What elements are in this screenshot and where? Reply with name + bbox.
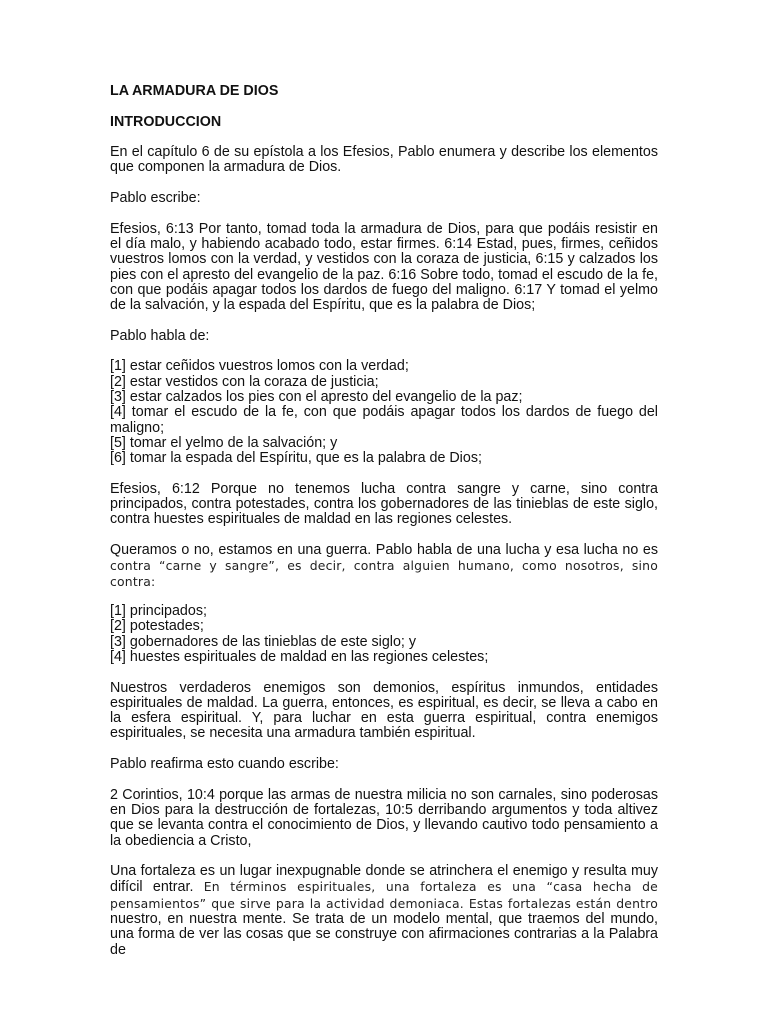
paragraph-enemigos: Nuestros verdaderos enemigos son demonios, espíritus inmundos, entidades espirituales de maldad. La guerra, entonces, es espiritual, es decir, se lleva a cabo en la esfera espiritual. Y, para luchar en esta guerra espiritual, contra enemigos espirituales, se necesita una armadura también espiritual.	[110, 679, 658, 742]
paragraph-reafirma: Pablo reafirma esto cuando escribe:	[110, 756, 339, 773]
enemies-list	[110, 604, 658, 665]
list-item: [4] huestes espirituales de maldad en las regiones celestes;	[110, 648, 489, 665]
ephesians-6-12-quote: Efesios, 6:12 Porque no tenemos lucha contra sangre y carne, sino contra principados, contra potestades, contra los gobernadores de las tinieblas de este siglo, contra huestes espirituales de maldad en las regiones celestes.	[110, 480, 658, 528]
paragraph-fortaleza-part3: nuestro, en nuestra mente. Se trata de un modelo mental, que traemos del mundo, una forma de ver las cosas que se construye con afirmaciones contrarias a la Palabra de	[110, 911, 658, 958]
paragraph-guerra	[110, 543, 658, 589]
list-item: [3] gobernadores de las tinieblas de este siglo; y	[110, 633, 416, 650]
paragraph-pablo-escribe: Pablo escribe:	[110, 190, 201, 207]
list-item: [1] principados;	[110, 603, 207, 620]
document-title: LA ARMADURA DE DIOS	[110, 83, 279, 99]
list-item: [6] tomar la espada del Espíritu, que es la palabra de Dios;	[110, 450, 482, 467]
ephesians-6-13-quote: Efesios, 6:13 Por tanto, tomad toda la armadura de Dios, para que podáis resistir en el día malo, y habiendo acabado todo, estar firmes. 6:14 Estad, pues, firmes, ceñidos vuestros lomos con la verdad, y vestidos con la coraza de justicia, 6:15 y calzados los pies con el apresto del evangelio de la paz. 6:16 Sobre todo, tomad el escudo de la fe, con que podáis apagar todos los dardos de fuego del maligno. 6:17 Y tomad el yelmo de la salvación, y la espada del Espíritu, que es la palabra de Dios;	[110, 220, 658, 314]
corinthians-10-4-quote: 2 Corintios, 10:4 porque las armas de nuestra milicia no son carnales, sino poderosas en Dios para la destrucción de fortalezas, 10:5 derribando argumentos y toda altivez que se levanta contra el conocimiento de Dios, y llevando cautivo todo pensamiento a la obediencia a Cristo,	[110, 786, 658, 849]
document-page	[110, 84, 658, 973]
section-heading: INTRODUCCION	[110, 113, 222, 130]
list-item: [1] estar ceñidos vuestros lomos con la verdad;	[110, 358, 409, 375]
list-item: [3] estar calzados los pies con el apresto del evangelio de la paz;	[110, 388, 523, 405]
paragraph-guerra-line1: Queramos o no, estamos en una guerra. Pablo habla de una lucha y esa lucha no es	[110, 541, 658, 558]
paragraph-fortaleza	[110, 864, 658, 958]
armor-list	[110, 359, 658, 466]
list-item: [5] tomar el yelmo de la salvación; y	[110, 434, 338, 451]
paragraph-pablo-habla: Pablo habla de:	[110, 327, 210, 344]
intro-paragraph: En el capítulo 6 de su epístola a los Efesios, Pablo enumera y describe los elementos que componen la armadura de Dios.	[110, 144, 658, 176]
list-item: [4] tomar el escudo de la fe, con que podáis apagar todos los dardos de fuego del maligno;	[110, 404, 658, 436]
paragraph-guerra-line2: contra “carne y sangre”, es decir, contra alguien humano, como nosotros, sino contra:	[110, 558, 658, 589]
paragraph-fortaleza-part2: En términos espirituales, una fortaleza es una “casa hecha de pensamientos” que sirve para la actividad demoniaca. Estas fortalezas están dentro	[110, 879, 658, 911]
paragraph-fortaleza-part1: Una fortaleza es un lugar inexpugnable donde se atrinchera el enemigo y resulta muy difícil entrar.	[110, 863, 658, 896]
list-item: [2] estar vestidos con la coraza de justicia;	[110, 373, 379, 390]
list-item: [2] potestades;	[110, 618, 204, 635]
